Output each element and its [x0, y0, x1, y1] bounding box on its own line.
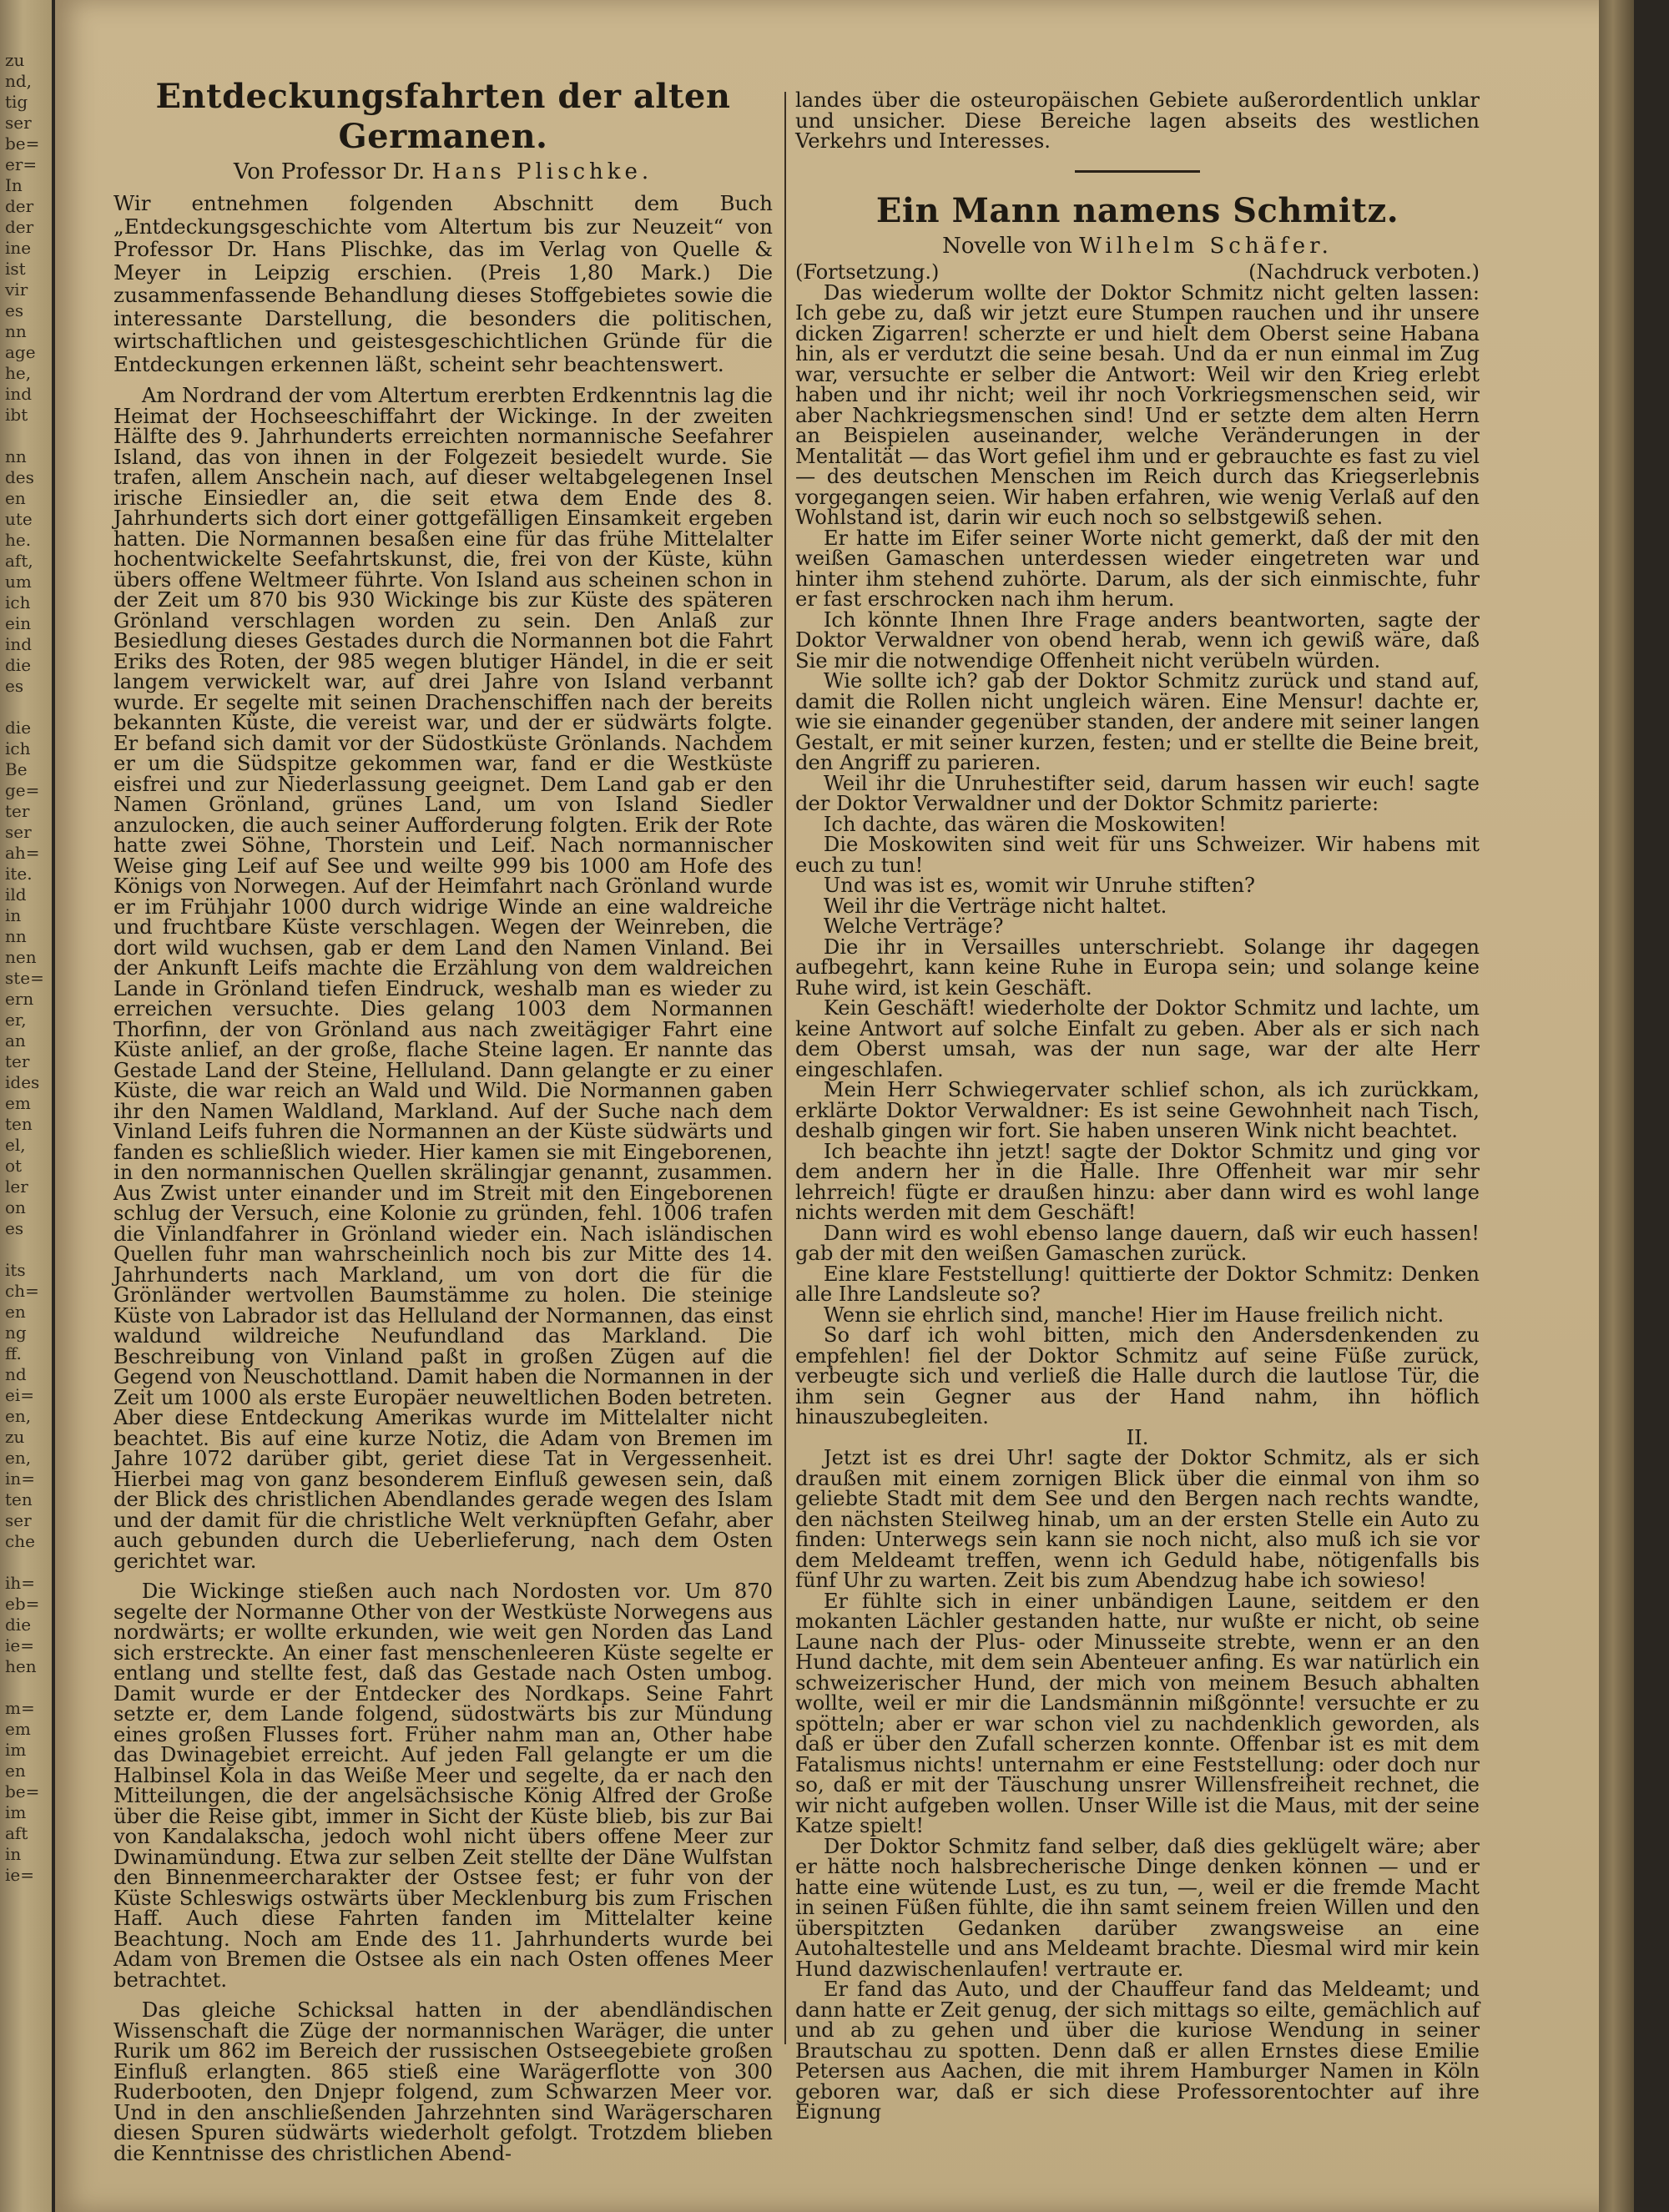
story-paragraph: Ich beachte ihn jetzt! sagte der Doktor Schmitz und ging vor dem andern her in die Halle. Ihre Offenheit war mir sehr lehrreich! fügte er draußen hinzu: aber dann wird es wohl lange nichts werden mit dem Geschäft! [795, 1139, 1480, 1224]
fragment-line: es [5, 1218, 24, 1238]
fragment-line: ind [5, 634, 33, 654]
left-column [113, 77, 773, 2164]
fragment-line: im [5, 1740, 27, 1760]
fragment-line: ler [5, 1177, 28, 1197]
article-title: Entdeckungsfahrten der alten Germanen. [155, 77, 731, 156]
section-divider [1075, 170, 1200, 173]
fragment-line: ih= [5, 1573, 36, 1593]
fragment-line: ute [5, 509, 33, 529]
story-paragraph: Ich könnte Ihnen Ihre Frage anders beantworten, sagte der Doktor Verwaldner von obend herab, wenn ich gewiß wäre, daß Sie mir die notwendige Offenheit nicht verübeln würden. [795, 607, 1480, 673]
story-paragraph: Weil ihr die Unruhestifter seid, darum hassen wir euch! sagte der Doktor Verwaldner und der Doktor Schmitz parierte: [795, 771, 1480, 815]
fragment-line: its [5, 1260, 26, 1280]
story-paragraph: Die Moskowiten sind weit für uns Schweizer. Wir habens mit euch zu tun! [795, 833, 1480, 877]
story-paragraph: Das wiederum wollte der Doktor Schmitz nicht gelten lassen: Ich gebe zu, daß wir jetzt eure Stumpen rauchen und ihr unsere dicken Zigarren! scherzte er und hielt dem Oberst seine Habana hin, als er verdutzt die seine besah. Und da er nun einmal im Zug war, versuchte er selber die Antwort: Weil wir den Krieg erlebt haben und ihr nicht; weil ihr noch Vorkriegsmenschen seid, wir aber Nachkriegsmenschen sind! Und er setzte dem alten Herrn an Beispielen auseinander, welche Veränderungen in der Mentalität — das Wort gefiel ihm und er gebrauchte es fast zu viel — des deutschen Menschen im Reich durch das Kriegserlebnis vorgegangen seien. Wir haben erfahren, wie wenig Verlaß auf den Wohlstand ist, darin wir euch noch so selbstgewiß sehen. [795, 280, 1480, 529]
fragment-line: em [5, 1093, 31, 1113]
fragment-line: nn [5, 321, 27, 341]
fragment-line: ter [5, 1051, 30, 1071]
fragment-line: en [5, 1761, 26, 1781]
story-paragraph: Welche Verträge? [823, 915, 1004, 938]
fragment-line: in [5, 1844, 22, 1864]
adjacent-page-sliver [0, 0, 52, 2212]
fragment-line: ich [5, 738, 31, 758]
fragment-line: on [5, 1197, 26, 1217]
fragment-line: ff. [5, 1343, 22, 1363]
story-paragraph: So darf ich wohl bitten, mich den Andersdenkenden zu empfehlen! fiel der Doktor Schmitz auf seine Füße zurück, verbeugte sich und verließ die Halle durch die lautlose Tür, die ihm sein Gegner aus der Hand nahm, ihn höflich hinauszubegleiten. [795, 1323, 1480, 1428]
fragment-line: nen [5, 947, 37, 967]
article-paragraph: Am Nordrand der vom Altertum ererbten Erdkenntnis lag die Heimat der Hochseeschiffahrt der Wickinge. In der zweiten Hälfte des 9. Jahrhunderts erreichten normannische Seefahrer Island, das von ihnen in der Folgezeit besiedelt wurde. Sie trafen, allem Anschein nach, auf dieser weltabgelegenen Insel irische Einsiedler an, die seit etwa dem Ende des 8. Jahrhunderts sich dort einer gottgefälligen Einsamkeit ergeben hatten. Die Normannen besaßen eine für das frühe Mittelalter hochentwickelte Seefahrtskunst, die, frei von der Küste, kühn übers offene Weltmeer führte. Von Island aus scheinen schon in der Zeit um 870 bis 930 Wickinge bis zur Küste des späteren Grönland verschlagen worden zu sein. Den Anlaß zur Besiedlung dieses Gestades durch die Normannen bot die Fahrt Eriks des Roten, der 985 wegen blutiger Händel, in die er seit langem verwickelt war, auf drei Jahre von Island verbannt wurde. Er segelte mit seinen Drachenschiffen nach der bereits bekannten Küste, die vereist war, und der er südwärts folgte. Er befand sich damit vor der Südostküste Grönlands. Nachdem er um die Südspitze gekommen war, fand er die Westküste eisfrei und zur Niederlassung geeignet. Dem Land gab er den Namen Grönland, grünes Land, um von Island Siedler anzulocken, die auch seiner Aufforderung folgten. Erik der Rote hatte zwei Söhne, Thorstein und Leif. Nach normannischer Weise ging Leif auf See und weilte 999 bis 1000 am Hofe des Königs von Norwegen. Auf der Heimfahrt nach Grönland wurde er im Frühjahr 1000 durch widrige Winde an eine waldreiche und fruchtbare Küste verschlagen. Wegen der Weinreben, die dort wild wuchsen, gab er dem Land den Namen Vinland. Bei der Ankunft Leifs machte die Erzählung von dem waldreichen Lande in Grönland tiefen Eindruck, weshalb man es wieder zu erreichen versuchte. Dies gelang 1003 dem Normannen Thorfinn, der von Grönland aus nach zweitägiger Fahrt eine Küste anlief, an der große, flache Steine lagen. Er nannte das Gestade Land der Steine, Helluland. Dann gelangte er zu einer Küste, die war reich an Wald und Wild. Die Normannen gaben ihr den Namen Waldland, Markland. Auf der Suche nach dem Vinland Leifs fuhren die Normannen an der Küste südwärts und fanden es schließlich wieder. Hier kamen sie mit Eingeborenen, in den normannischen Quellen skrälingjar genannt, zusammen. Aus Zwist unter einander und im Streit mit den Eingeborenen schlug der Versuch, eine Kolonie zu gründen, fehl. 1006 trafen die Vinlandfahrer in Grönland wieder ein. Nach isländischen Quellen fuhr man wahrscheinlich noch bis zur Mitte des 14. Jahrhunderts nach Markland, um von dort die für die Grönländer wertvollen Baumstämme zu holen. Die steinige Küste von Labrador ist das Helluland der Normannen, das einst waldund wildreiche Neufundland das Markland. Die Beschreibung von Vinland paßt in großen Zügen auf die Gegend von Neuschottland. Damit haben die Normannen in der Zeit um 1000 als erste Europäer neuweltlichen Boden betreten. Aber diese Entdeckung Amerikas wurde im Mittelalter nicht beachtet. Bis auf eine kurze Notiz, die Adam von Bremen im Jahre 1072 darüber gibt, geriet diese Tat in Vergessenheit. Hierbei mag von ganz besonderem Einfluß gewesen sein, daß der Blick des christlichen Abendlandes gerade wegen des Islam und der damit für die christliche Welt verknüpften Gefahr, aber auch gebunden durch die Ueberlieferung, nach dem Osten gerichtet war. [113, 384, 773, 1573]
article-byline [113, 157, 773, 187]
fragment-line: he. [5, 530, 32, 550]
fragment-line: che [5, 1531, 35, 1551]
fragment-line: ch= [5, 1281, 39, 1301]
story-paragraph: Die ihr in Versailles unterschriebt. Solange ihr dagegen aufbegehrt, kann keine Ruhe in Europa sein; und solange keine Ruhe wird, ist kein Geschäft. [795, 935, 1480, 1000]
fragment-line: in= [5, 1469, 36, 1489]
fragment-line: ge= [5, 780, 40, 800]
fragment-line: ie= [5, 1635, 34, 1655]
fragment-line: er= [5, 154, 38, 174]
continuation-label: (Fortsetzung.) [795, 259, 940, 284]
fragment-line: in [5, 905, 22, 925]
story-body-2 [795, 1448, 1480, 2123]
fragment-line: ist [5, 259, 26, 279]
book-edge [1599, 0, 1634, 2212]
fragment-line: el, [5, 1135, 26, 1155]
fragment-line: um [5, 572, 32, 592]
story-body [795, 280, 1480, 1428]
fragment-line: die [5, 718, 32, 738]
story-paragraph: Wie sollte ich? gab der Doktor Schmitz zurück und stand auf, damit die Rollen nicht ungleich wären. Eine Mensur! dachte er, wie sie einander gegenüber standen, der andere mit seiner langen Gestalt, er mit seiner kurzen, festen; und er stellte die Beine breit, den Angriff zu parieren. [795, 669, 1480, 774]
fragment-line: ich [5, 592, 31, 612]
fragment-line: Be [5, 759, 28, 779]
article-intro: Wir entnehmen folgenden Abschnitt dem Buch „Entdeckungsgeschichte vom Altertum bis zur Neuzeit“ von Professor Dr. Hans Plischke, das im Verlag von Quelle & Meyer in Leipzig erschien. (Preis 1,80 Mark.) Die zusammenfassende Behandlung dieses Stoffgebietes sowie die interessante Darstellung, die besonders die politischen, wirtschaftlichen und geistesgeschichtlichen Gründe für die Entdeckungen erkennen läßt, scheint sehr beachtenswert. [113, 191, 773, 376]
fragment-line: die [5, 1615, 32, 1635]
fragment-line: be= [5, 1781, 40, 1801]
story-paragraph: Kein Geschäft! wiederholte der Doktor Schmitz und lachte, um keine Antwort auf solche Einfalt zu geben. Aber als er sich nach dem Oberst umsah, was der nun sage, war der alte Herr eingeschlafen. [795, 996, 1480, 1081]
author-name: Hans Plischke. [431, 159, 653, 184]
fragment-line: zu [5, 50, 25, 70]
story-paragraph: Mein Herr Schwiegervater schlief schon, als ich zurückkam, erklärte Doktor Verwaldner: Es ist seine Gewohnheit nach Tisch, deshalb gingen wir fort. Sie haben unseren Wink nicht beachtet. [795, 1078, 1480, 1142]
adjacent-page-text [0, 0, 52, 1886]
fragment-line: der [5, 217, 34, 237]
fragment-line: an [5, 1030, 26, 1051]
fragment-line [5, 1677, 52, 1698]
fragment-line: ein [5, 613, 32, 633]
fragment-line [5, 426, 52, 446]
fragment-line: er, [5, 1010, 27, 1030]
fragment-line: ie= [5, 1865, 34, 1885]
fragment-line: ibt [5, 405, 28, 425]
right-column [795, 90, 1480, 2123]
fragment-line: aft [5, 1823, 28, 1843]
fragment-line: en [5, 488, 26, 508]
fragment-line: vir [5, 280, 28, 300]
fragment-line: des [5, 467, 34, 487]
story-paragraph: Der Doktor Schmitz fand selber, daß dies geklügelt wäre; aber er hätte noch halsbrecherische Dinge denken können — und er hatte eine wütende Lust, es zu tun, —, weil er die fremde Macht in seinen Füßen fühlte, die ihn samt seinem freien Willen und den überspitzten Gedanken darüber zwangsweise an eine Autohaltestelle und ans Meldeamt brachte. Diesmal wird mir kein Hund dazwischenlaufen! vertraute er. [795, 1834, 1480, 1981]
article-continuation: landes über die osteuropäischen Gebiete außerordentlich unklar und unsicher. Diese Bereiche lagen abseits des westlichen Verkehrs und Interesses. [795, 88, 1480, 153]
fragment-line: tig [5, 92, 28, 112]
section-number: II. [1126, 1425, 1149, 1449]
fragment-line [5, 1239, 52, 1260]
fragment-line: zu [5, 1427, 25, 1447]
fragment-line: ot [5, 1156, 23, 1176]
fragment-line: ng [5, 1323, 27, 1343]
fragment-line: age [5, 342, 36, 362]
story-byline [795, 231, 1480, 261]
story-paragraph: Eine klare Feststellung! quittierte der Doktor Schmitz: Denken alle Ihre Landsleute so? [795, 1262, 1480, 1306]
article-paragraph: Das gleiche Schicksal hatten in der abendländischen Wissenschaft die Züge der normannischen Waräger, die unter Rurik um 862 im Bereich der russischen Ostseegebiete großen Einfluß erlangten. 865 stieß eine Warägerflotte von 300 Ruderbooten, den Dnjepr folgend, zum Schwarzen Meer vor. Und in den anschließenden Jahrzehnten sind Warägerscharen diesen Spuren südwärts wiederholt gefolgt. Trotzdem blieben die Kenntnisse des christlichen Abend- [113, 1998, 773, 2165]
fragment-line: ite. [5, 864, 33, 884]
fragment-line: ern [5, 989, 34, 1009]
fragment-line: aft, [5, 551, 33, 571]
fragment-line: es [5, 676, 24, 696]
story-paragraph: Und was ist es, womit wir Unruhe stiften? [823, 874, 1256, 897]
fragment-line: ine [5, 238, 32, 258]
fragment-line: ser [5, 113, 32, 133]
story-paragraph: Er hatte im Eifer seiner Worte nicht gemerkt, daß der mit den weißen Gamaschen unterdessen wieder eingetreten war und hinter ihm stehend zuhörte. Darum, als der sich einmischte, fuhr er fast erschrocken nach ihm herum. [795, 526, 1480, 611]
fragment-line: ides [5, 1072, 40, 1092]
fragment-line: nd [5, 1364, 27, 1384]
fragment-line: nd, [5, 71, 33, 91]
story-paragraph: Ich dachte, das wären die Moskowiten! [823, 812, 1227, 836]
rights-label: (Nachdruck verboten.) [1248, 259, 1480, 284]
fragment-line: em [5, 1719, 31, 1739]
fragment-line: nn [5, 446, 27, 466]
story-paragraph: Weil ihr die Verträge nicht haltet. [823, 894, 1167, 918]
fragment-line: ser [5, 1510, 32, 1530]
story-meta [795, 261, 1480, 283]
fragment-line: ste= [5, 968, 44, 988]
fragment-line: nn [5, 926, 27, 946]
story-paragraph: Er fand das Auto, und der Chauffeur fand das Meldeamt; und dann hatte er Zeit genug, der sich mittags so eilte, gemächlich auf und ab zu gehen und über die kuriose Wendung in seiner Brautschau zu spotten. Denn daß er allen Ernstes diese Emilie Petersen aus Aachen, die mit ihrem Hamburger Namen in Köln geboren war, daß er sich diese Professorentochter auf ihre Eignung [795, 1978, 1480, 2124]
story-paragraph: Wenn sie ehrlich sind, manche! Hier im Hause freilich nicht. [823, 1303, 1445, 1327]
author-name: Wilhelm Schäfer. [1079, 233, 1333, 259]
fragment-line: ser [5, 822, 32, 842]
fragment-line: der [5, 196, 34, 216]
story-title: Ein Mann namens Schmitz. [875, 190, 1399, 230]
story-paragraph: Dann wird es wohl ebenso lange dauern, daß wir euch hassen! gab der mit den weißen Gamaschen zurück. [795, 1221, 1480, 1265]
fragment-line: ten [5, 1489, 33, 1509]
fragment-line: ild [5, 884, 27, 904]
fragment-line: ei= [5, 1385, 34, 1405]
fragment-line: die [5, 655, 32, 675]
fragment-line: ten [5, 1114, 33, 1134]
fragment-line: hen [5, 1656, 37, 1676]
column-divider [784, 92, 786, 2044]
fragment-line: im [5, 1802, 27, 1822]
story-paragraph: Er fühlte sich in einer unbändigen Laune, seitdem er den mokanten Lächler gestanden hatte, nur wußte er nicht, ob seine Laune nach der Plus- oder Minusseite strebte, wenn er an den Hund dachte, mit dem sein Abenteuer anfing. Es war natürlich ein schweizerischer Hund, der mich von meinem Besuch abhalten wollte, weil er mir die Landsmännin mißgönnte! versuchte er zu spötteln; aber er war schon viel zu nachdenklich geworden, als daß er über den Zufall scherzen konnte. Offenbar ist es mit dem Fatalismus nichts! unternahm er eine Feststellung: oder doch nur so, daß er mit der Täuschung unsrer Willensfreiheit rechnet, die wir nicht aufgeben wollen. Unser Wille ist die Maus, mit der seine Katze spielt! [795, 1589, 1480, 1837]
fragment-line: ah= [5, 843, 40, 863]
fragment-line: eb= [5, 1594, 40, 1614]
fragment-line: be= [5, 134, 40, 154]
byline-prefix: Novelle von [942, 233, 1072, 259]
fragment-line: m= [5, 1698, 35, 1718]
fragment-line: es [5, 300, 24, 320]
fragment-line: ind [5, 384, 33, 404]
fragment-line: en, [5, 1448, 32, 1468]
fragment-line [5, 1552, 52, 1573]
fragment-line: en, [5, 1406, 32, 1426]
fragment-line: ter [5, 801, 30, 821]
fragment-line: en [5, 1302, 26, 1322]
fragment-line [5, 697, 52, 718]
article-paragraph: Die Wickinge stießen auch nach Nordosten vor. Um 870 segelte der Normanne Other von der Westküste Norwegens aus nordwärts; er wollte erkunden, wie weit gen Norden das Land sich erstreckte. An einer fast menschenleeren Küste segelte er entlang und stellte fest, daß das Gestade nach Osten umbog. Damit wurde er der Entdecker des Nordkaps. Seine Fahrt setzte er, dem Lande folgend, südostwärts bis zur Mündung eines großen Flusses fort. Früher nahm man an, Other habe das Dwinagebiet erreicht. Auf jeden Fall gelangte er um die Halbinsel Kola in das Weiße Meer und segelte, da er nach den Mitteilungen, die der angelsächsische König Alfred der Große über die Reise gibt, immer in Sicht der Küste blieb, bis zur Bai von Kandalakscha, jedoch wohl nicht übers offene Meer zur Dwinamündung. Etwa zur selben Zeit stellte der Däne Wulfstan den Binnenmeercharakter der Ostsee fest; er fuhr von der Küste Schleswigs ostwärts über Mecklenburg bis zum Frischen Haff. Auch diese Fahrten fanden im Mittelalter keine Beachtung. Noch am Ende des 11. Jahrhunderts wurde bei Adam von Bremen die Ostsee als ein nach Osten offenes Meer betrachtet. [113, 1580, 773, 1992]
byline-prefix: Von Professor Dr. [233, 159, 426, 184]
fragment-line: he, [5, 363, 32, 383]
story-paragraph: Jetzt ist es drei Uhr! sagte der Doktor Schmitz, als er sich draußen mit einem zornigen Blick über die einmal von ihm so geliebte Stadt mit dem See und den Bergen nach rechts wandte, den nächsten Steilweg hinab, um an der ersten Stelle ein Auto zu finden: Unterwegs sein kann sie noch nicht, also muß ich sie vor dem Meldeamt treffen, wenn ich Geduld habe, nötigenfalls bis fünf Uhr zu warten. Zeit bis zum Abendzug habe ich sowieso! [795, 1446, 1480, 1592]
fragment-line: In [5, 175, 23, 195]
